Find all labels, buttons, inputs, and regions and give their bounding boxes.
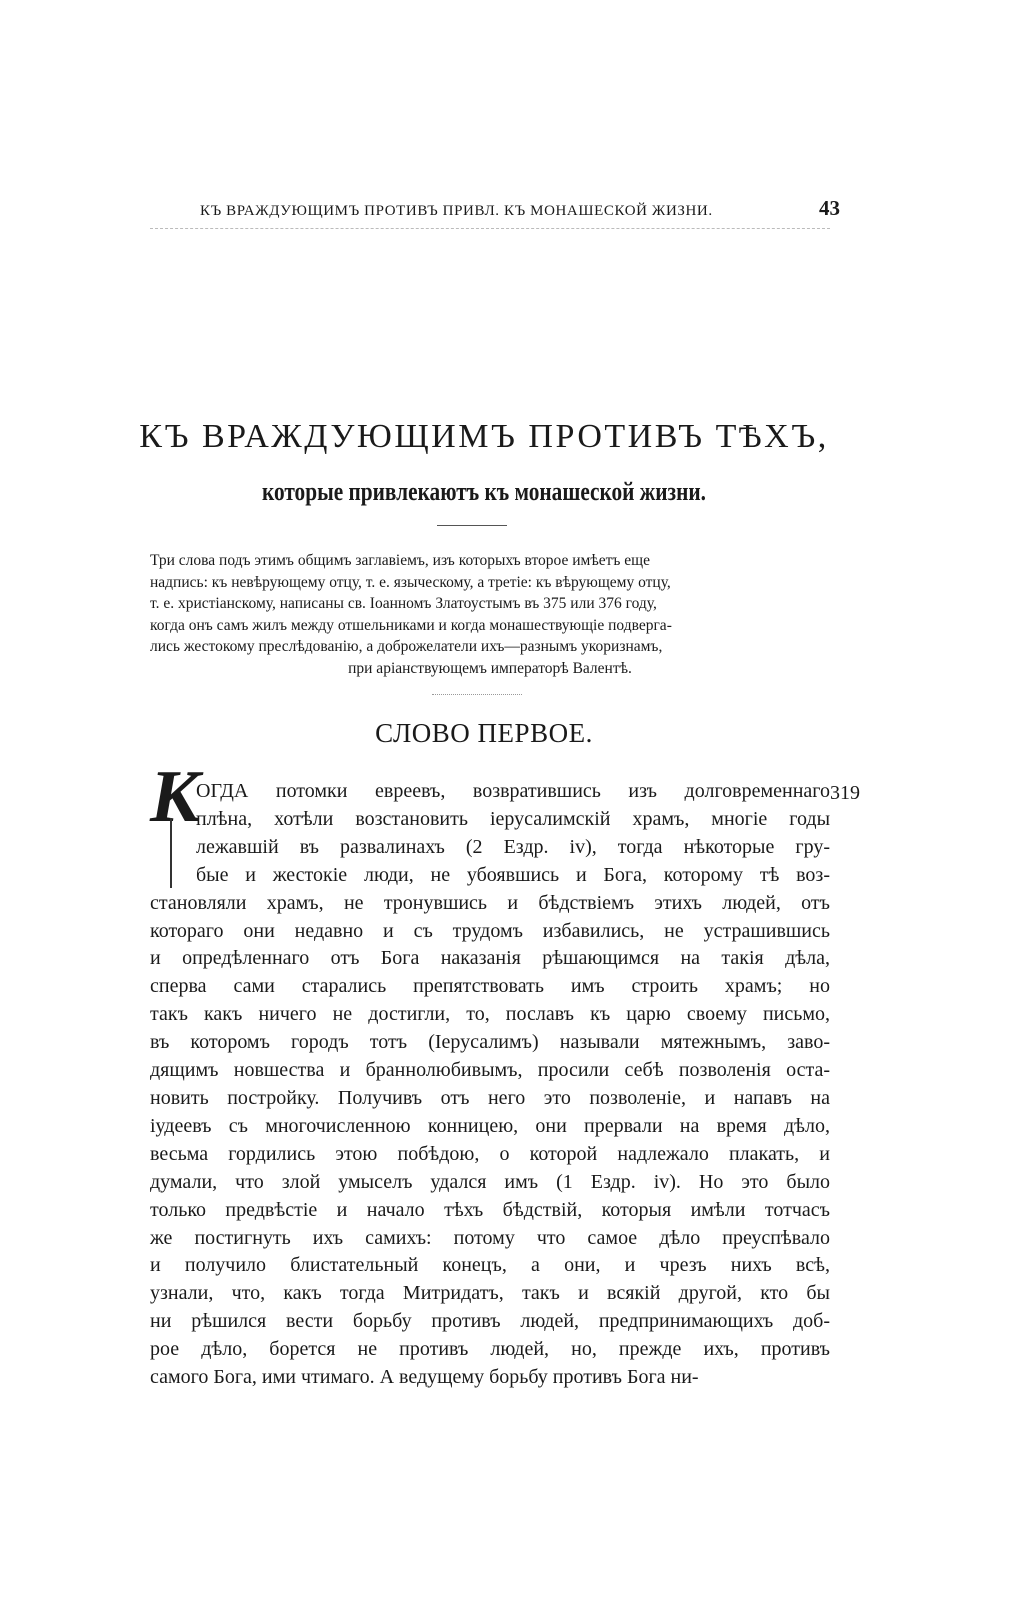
page-title: КЪ ВРАЖДУЮЩИМЪ ПРОТИВЪ ТѢХЪ, xyxy=(139,418,829,455)
body-line: думали, что злой умыселъ удался имъ (1 Ездр. iv). Но это было xyxy=(150,1170,830,1193)
body-line: сперва сами старались препятствовать имъ строить храмъ; но xyxy=(150,975,830,998)
body-line: узнали, что, какъ тогда Митридатъ, такъ и всякій другой, кто бы xyxy=(150,1282,830,1305)
body-line: и опредѣленнаго отъ Бога наказанія рѣшающимся на такія дѣла, xyxy=(150,947,830,970)
body-line: плѣна, хотѣли возстановить іерусалимскій храмъ, многіе годы xyxy=(196,807,830,830)
margin-number: 319 xyxy=(830,782,860,804)
drop-cap: К xyxy=(150,756,201,838)
intro-line: т. е. христіанскому, написаны св. Іоанномъ Златоустымъ въ 375 или 376 году, xyxy=(150,595,657,613)
intro-line: Три слова подъ этимъ общимъ заглавіемъ, изъ которыхъ второе имѣетъ еще xyxy=(150,552,650,569)
intro-note xyxy=(150,550,830,680)
intro-line: лись жестокому преслѣдованію, а доброжелатели ихъ—разнымъ укоризнамъ, xyxy=(150,638,663,656)
running-head xyxy=(200,196,840,221)
body-line: самого Бога, ими чтимаго. А ведущему борьбу противъ Бога ни- xyxy=(150,1366,699,1389)
body-line: котораго они недавно и съ трудомъ избавились, не устрашившись xyxy=(150,919,830,942)
body-line: іудеевъ съ многочисленною конницею, они прервали на время дѣло, xyxy=(150,1114,830,1137)
ornament-divider xyxy=(432,694,522,695)
body-line: ни рѣшился вести борьбу противъ людей, предпринимающихъ доб- xyxy=(150,1310,830,1333)
intro-line: при аріанствующемъ императорѣ Валентѣ. xyxy=(348,659,632,677)
body-text xyxy=(150,778,830,1392)
body-line: ОГДА потомки евреевъ, возвратившись изъ долговременнаго xyxy=(196,780,830,802)
body-line: въ которомъ городъ тотъ (Іерусалимъ) называли мятежнымъ, заво- xyxy=(150,1031,830,1054)
intro-line: надпись: къ невѣрующему отцу, т. е. языческому, а третіе: къ вѣрующему отцу, xyxy=(150,573,671,591)
body-line: такъ какъ ничего не достигли, то, пославъ къ царю своему письмо, xyxy=(150,1003,830,1026)
ornament-divider xyxy=(437,525,507,526)
body-line: рое дѣло, борется не противъ людей, но, прежде ихъ, противъ xyxy=(150,1338,830,1361)
page-number: 43 xyxy=(819,196,840,220)
body-line: весьма гордились этою побѣдою, о которой надлежало плакать, и xyxy=(150,1142,830,1165)
header-rule xyxy=(150,228,830,229)
body-line: дящимъ новшества и браннолюбивымъ, просили себѣ позволенія оста- xyxy=(150,1059,830,1082)
section-title: СЛОВО ПЕРВОЕ. xyxy=(375,718,593,748)
page-subtitle: которые привлекаютъ къ монашеской жизни. xyxy=(261,477,707,506)
running-head-text: КЪ ВРАЖДУЮЩИМЪ ПРОТИВЪ ПРИВЛ. КЪ МОНАШЕСКОЙ ЖИЗНИ. xyxy=(200,203,713,219)
body-line: бые и жестокіе люди, не убоявшись и Бога, которому тѣ воз- xyxy=(196,863,830,886)
body-line: становляли храмъ, не тронувшись и бѣдствіемъ этихъ людей, отъ xyxy=(150,891,830,914)
body-line: новить постройку. Получивъ отъ него это позволеніе, и напавъ на xyxy=(150,1086,830,1109)
body-line: лежавшій въ развалинахъ (2 Ездр. iv), тогда нѣкоторые гру- xyxy=(196,835,830,858)
intro-line: когда онъ самъ жилъ между отшельниками и когда монашествующіе подверга- xyxy=(150,616,672,634)
body-line: и получило блистательный конецъ, а они, и чрезъ нихъ всѣ, xyxy=(150,1254,830,1277)
body-line: же постигнуть ихъ самихъ: потому что самое дѣло преуспѣвало xyxy=(150,1226,830,1249)
body-line: только предвѣстіе и начало тѣхъ бѣдствій, которыя имѣли тотчасъ xyxy=(150,1198,830,1221)
